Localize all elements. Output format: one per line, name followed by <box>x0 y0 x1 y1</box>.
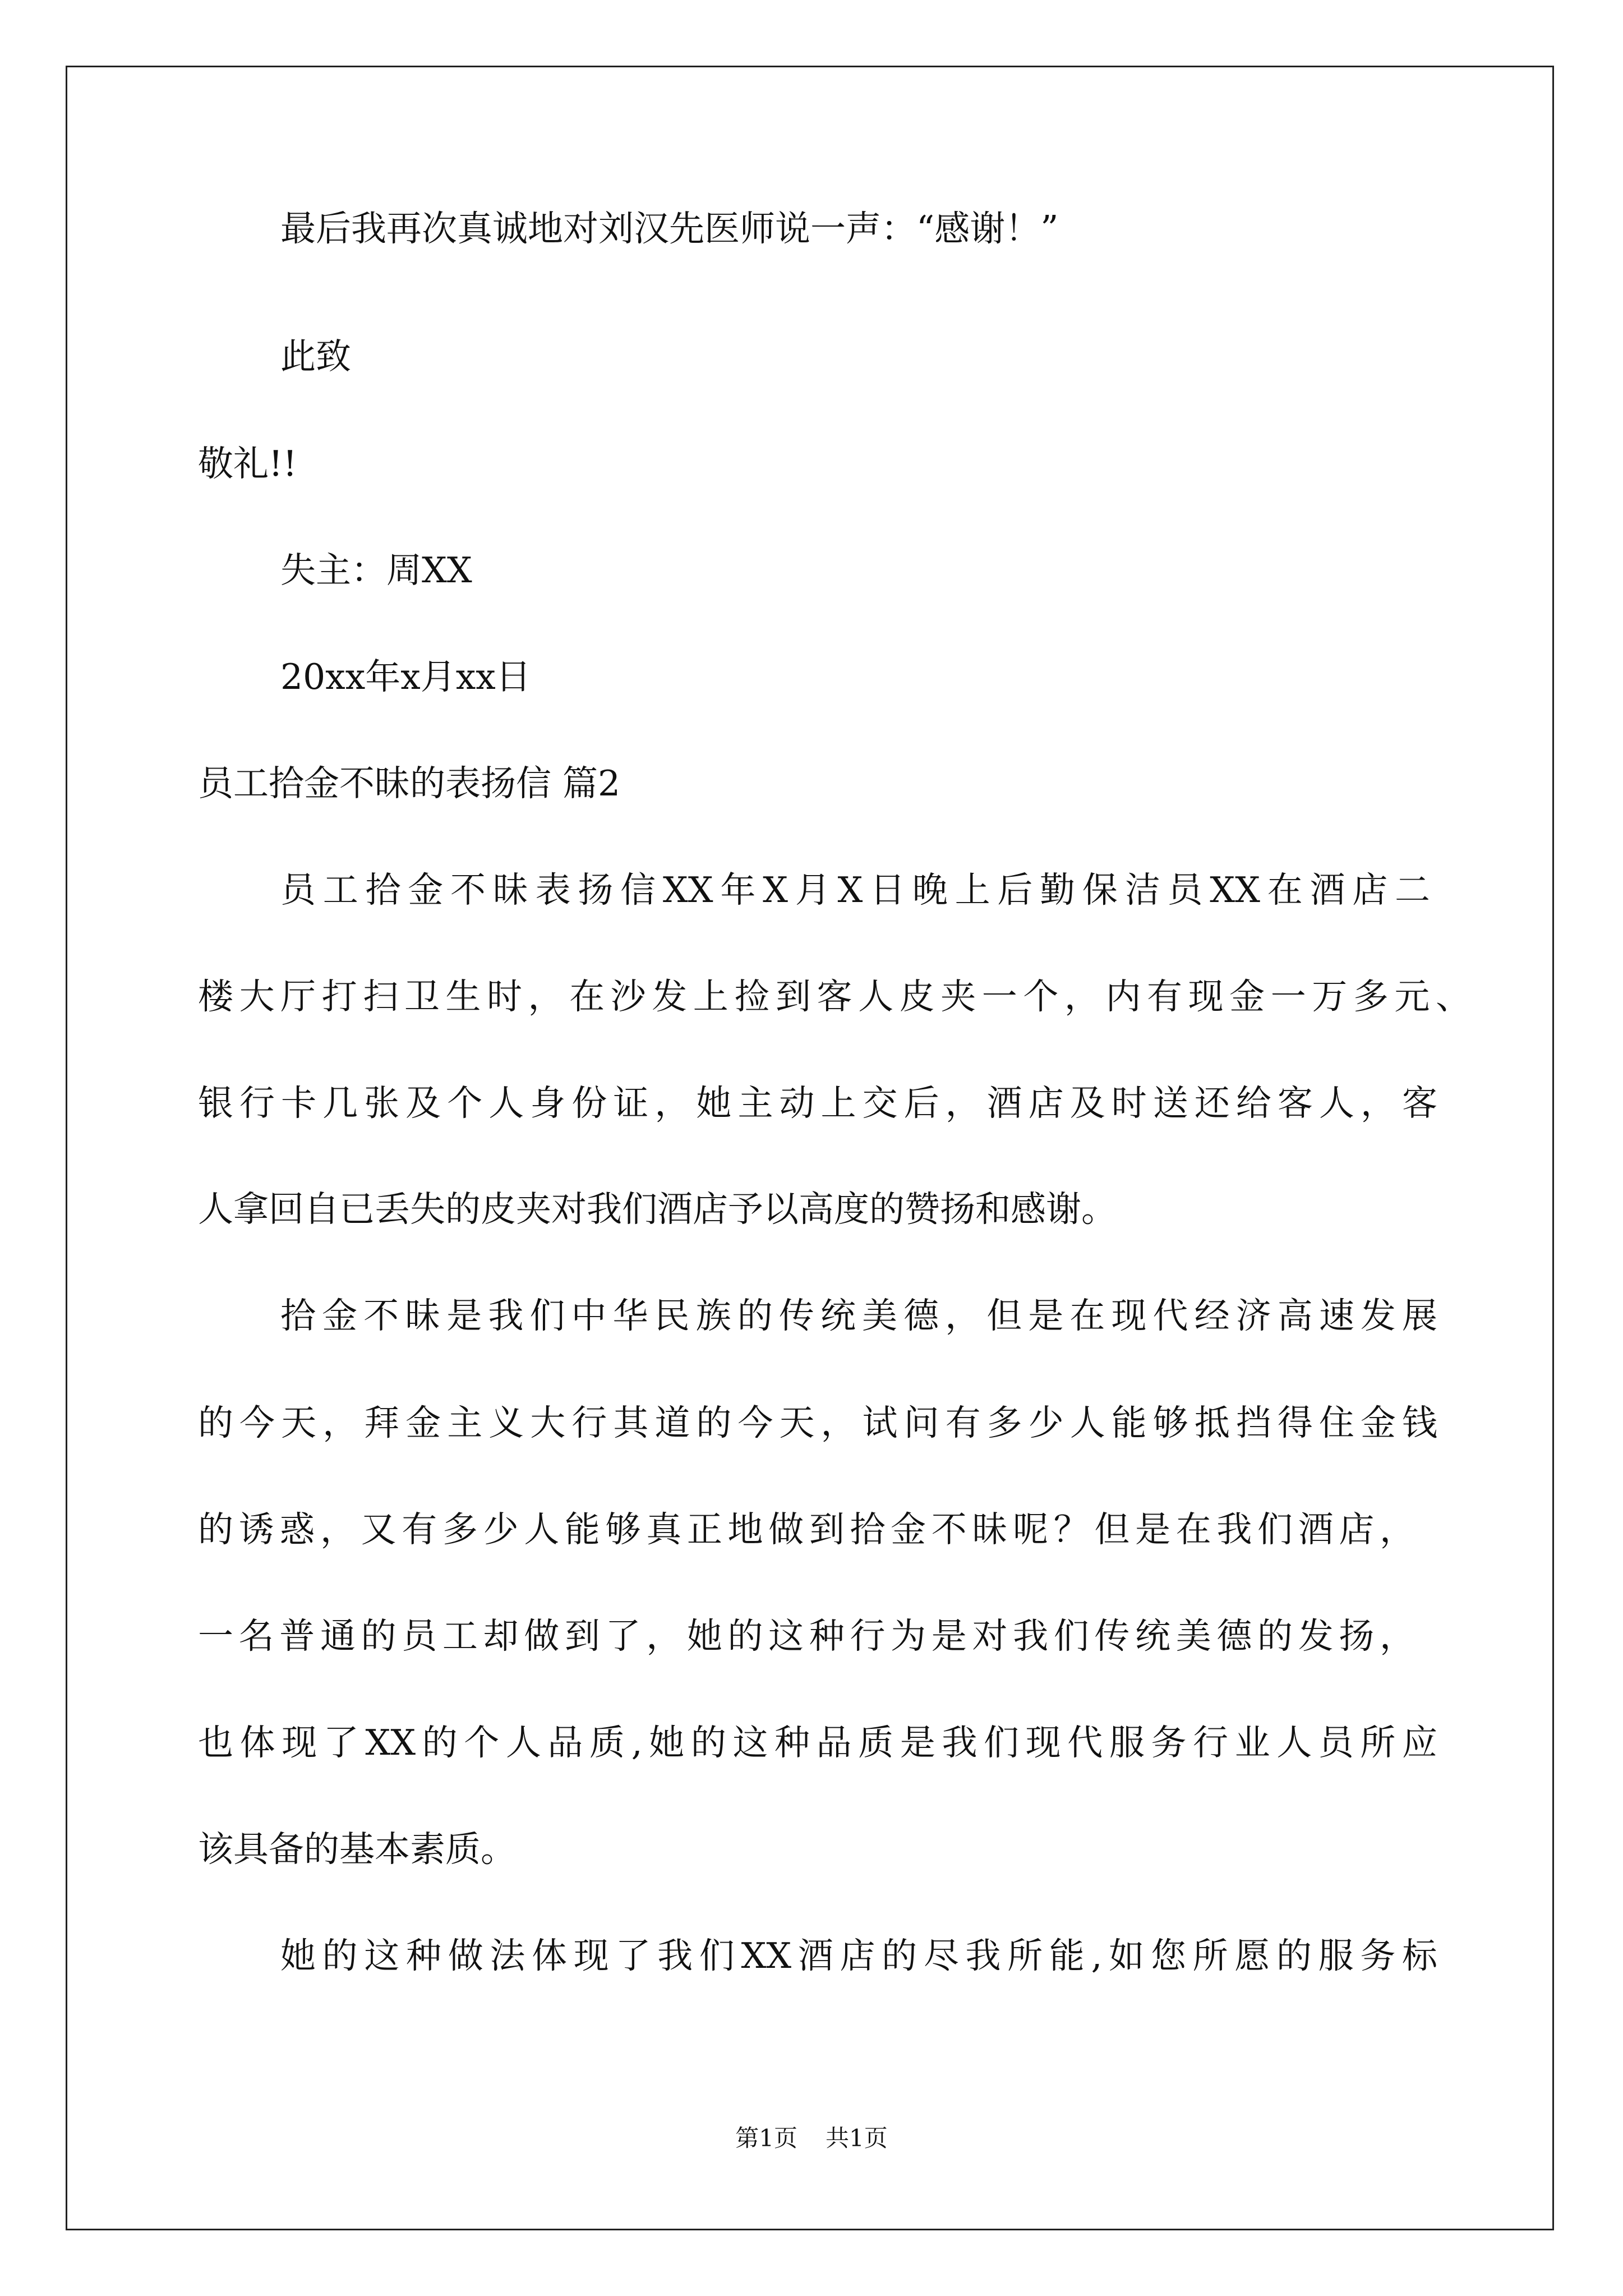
paragraph-2-line-4: 一名普通的员工却做到了，她的这种行为是对我们传统美德的发扬， <box>198 1616 1415 1657</box>
paragraph-1-line-2: 楼大厅打扫卫生时，在沙发上捡到客人皮夹一个，内有现金一万多元、 <box>198 976 1471 1017</box>
page-number: 第1页 <box>735 2124 797 2152</box>
page-border <box>66 66 1554 2230</box>
paragraph-1-line-3: 银行卡几张及个人身份证，她主动上交后，酒店及时送还给客人，客 <box>198 1083 1437 1124</box>
paragraph-3-line-1: 她的这种做法体现了我们XX酒店的尽我所能,如您所愿的服务标 <box>280 1935 1437 1976</box>
salutation-jingli: 敬礼!! <box>198 443 297 484</box>
paragraph-2-line-6: 该具备的基本素质。 <box>198 1829 516 1870</box>
section-heading: 员工拾金不昧的表扬信 篇2 <box>198 763 621 804</box>
paragraph-1-line-4: 人拿回自已丢失的皮夹对我们酒店予以高度的赞扬和感谢。 <box>198 1189 1117 1230</box>
closing-thanks-line: 最后我再次真诚地对刘汉先医师说一声：“感谢！” <box>280 208 1059 249</box>
page-footer <box>0 2124 1623 2152</box>
page-total: 共1页 <box>826 2124 888 2152</box>
date-line: 20xx年x月xx日 <box>280 656 531 697</box>
paragraph-2-line-1: 拾金不昧是我们中华民族的传统美德，但是在现代经济高速发展 <box>280 1295 1437 1336</box>
paragraph-2-line-5: 也体现了XX的个人品质,她的这种品质是我们现代服务行业人员所应 <box>198 1722 1437 1763</box>
paragraph-1-line-1: 员工拾金不昧表扬信XX年X月X日晚上后勤保洁员XX在酒店二 <box>280 869 1430 910</box>
signature-line: 失主：周XX <box>280 550 472 591</box>
paragraph-2-line-3: 的诱惑，又有多少人能够真正地做到拾金不昧呢？但是在我们酒店， <box>198 1509 1415 1550</box>
salutation-cizhi: 此致 <box>280 336 351 377</box>
paragraph-2-line-2: 的今天，拜金主义大行其道的今天，试问有多少人能够抵挡得住金钱 <box>198 1402 1437 1443</box>
